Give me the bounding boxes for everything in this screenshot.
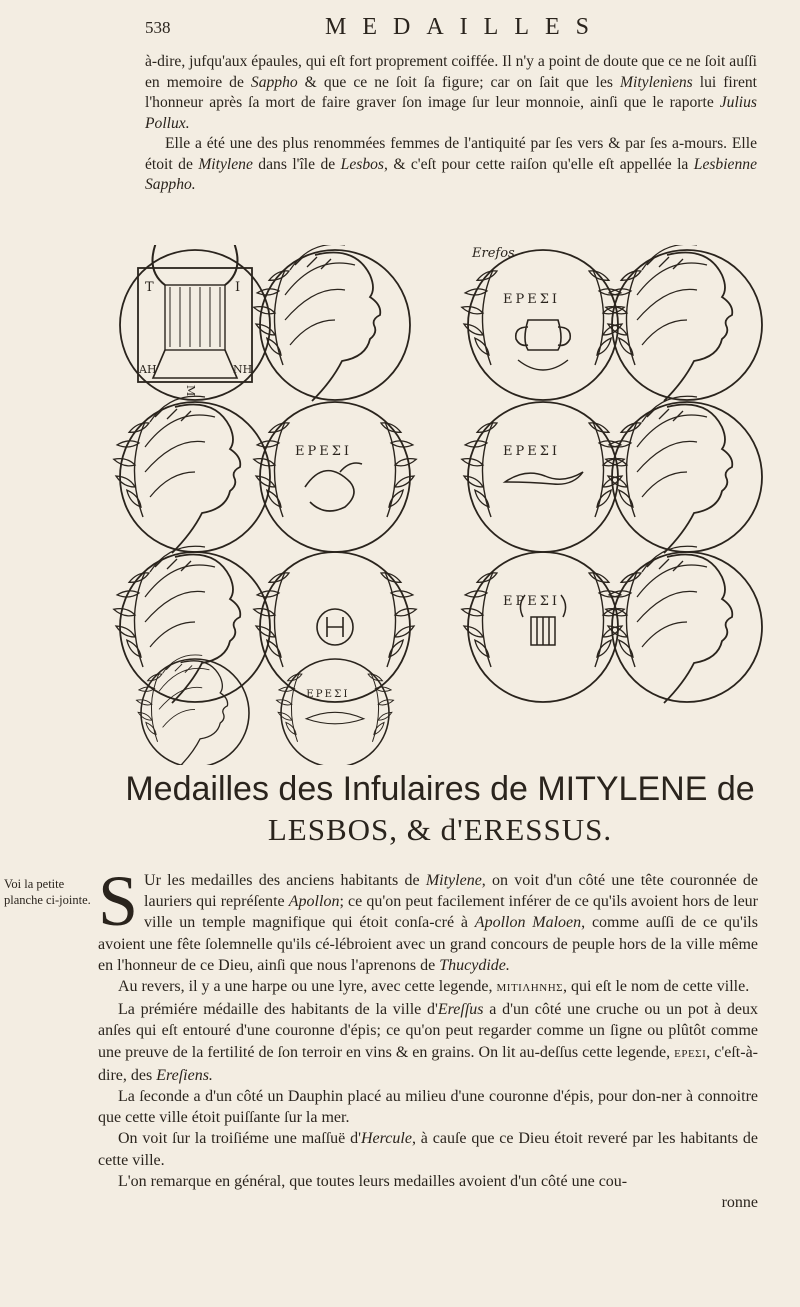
- italic-run: Thucydide.: [439, 956, 510, 974]
- coin-legend: ΕΡΕΣΙ: [503, 444, 561, 459]
- plate-caption-line-1: Medailles des Infulaires de MITYLENE de: [125, 770, 755, 808]
- coin-legend-letter: AH: [139, 363, 157, 376]
- coin-legend: ΕΡΕΣΙ: [503, 292, 561, 307]
- intro-paragraph-2: [145, 134, 757, 196]
- text-run: L'on remarque en général, que toutes leurs medailles avoient d'un côté une cou-: [118, 1172, 628, 1190]
- plate-caption-line-2: LESBOS, & d'ERESSUS.: [267, 812, 613, 847]
- text-run: lui firent l'honneur après ſa mort de faire graver ſon image ſur leur monnoie, ainſi que le raporte: [145, 73, 757, 111]
- coin-head-right-row2: [605, 396, 762, 553]
- body-paragraph: [98, 999, 758, 1086]
- coin-eresi-dolphin-a: [253, 402, 417, 552]
- text-run: , à cauſe que ce Dieu étoit reveré par les habitants de cette ville.: [98, 1130, 759, 1169]
- italic-run: Lesbienne Sappho.: [145, 155, 757, 193]
- coin-eresi-dolphin-b: [461, 402, 625, 552]
- italic-run: Ereſſus: [437, 1001, 484, 1019]
- coin-head-right: [605, 245, 762, 401]
- coin-eresi-club: [461, 552, 625, 702]
- text-run: Au revers, il y a une harpe ou une lyre, avec cette legende,: [118, 978, 497, 996]
- italic-run: Mitylene: [425, 872, 482, 889]
- page-number: 538: [145, 18, 171, 37]
- coin-head-right-row3: [605, 546, 762, 703]
- drop-cap: S: [98, 861, 139, 941]
- text-run: La prémiére médaille des habitants de la ville d': [118, 1001, 438, 1019]
- italic-run: Apollon: [288, 893, 340, 911]
- coin-apollo-head: [253, 245, 410, 401]
- body-paragraph: [98, 976, 758, 999]
- body-paragraph: [98, 861, 759, 976]
- text-run: à-dire, jufqu'aux épaules, qui eſt fort proprement coiffée. Il n'y a point de doute que ce ne ſoit auſſi en memoire de: [145, 53, 757, 91]
- running-head: MEDAILLES: [325, 14, 605, 40]
- coin-legend: ΕΡΕΣΙ: [306, 689, 350, 701]
- text-run: a d'un côté une cruche ou un pot à deux anſes qui eſt entouré d'une couronne d'épis; ce qu'on peut regarder comme un ſigne ou plûtôt comme une preuve de la fertilité de ſon terroir en vins & en grains. On lit au-deſſus cette legende,: [98, 1001, 759, 1061]
- text-run: , comme auſſi de ce qu'ils avoient une fête ſolemnelle qu'ils cé-lébroient avec un grand concours de peuple hors de la ville même en l'honneur de ce Dieu, ainſi que nous l'aprenons de: [98, 914, 758, 974]
- italic-run: Lesbos: [340, 155, 384, 173]
- coin-eresi-club-b: [276, 659, 394, 765]
- italic-run: Hercule: [361, 1130, 412, 1148]
- coin-legend: ΕΡΕΣΙ: [503, 594, 561, 609]
- coin-eresi-cruche: [461, 250, 625, 400]
- italic-run: Julius Pollux.: [145, 94, 757, 132]
- italic-run: Mitylene: [198, 155, 253, 173]
- text-run: On voit ſur la troiſiéme une maſſuë d': [118, 1130, 361, 1148]
- coin-legend-letter: M: [184, 385, 197, 397]
- coin-legend-letter: NH: [233, 363, 253, 376]
- greek-legend: ΕΡΕΣΙ: [674, 1047, 707, 1060]
- coin-plate-engraving: [110, 245, 800, 765]
- coin-lyre-reverse: [120, 245, 270, 400]
- greek-legend: ΜΙΤΙΛΗΝΗΣ: [496, 982, 564, 995]
- body-paragraph: [98, 1171, 758, 1192]
- text-run: , on voit d'un côté une tête couronnée de lauriers qui repréſente: [144, 872, 759, 911]
- handwritten-label: Erefos: [472, 246, 515, 261]
- text-run: & que ce ne ſoit ſa figure; car on ſait que les: [297, 73, 620, 91]
- italic-run: Mitylenìens: [620, 73, 693, 91]
- text-run: dans l'île de: [252, 155, 341, 173]
- margin-note: Voi la petite planche ci-jointe.: [4, 877, 91, 907]
- body-text: [98, 861, 759, 1213]
- italic-run: Sappho: [250, 73, 298, 91]
- intro-paragraph-1: [145, 52, 757, 134]
- text-run: ; ce qu'on peut facilement inférer de ce qu'ils avoient hors de leur ville un temple magnifique qui étoit conſa-cré à: [144, 893, 759, 932]
- text-run: La ſeconde a d'un côté un Dauphin placé au milieu d'une couronne d'épis, pour don-ner à connoitre que cette ville étoit puiſſante ſur la mer.: [98, 1088, 758, 1127]
- coin-wreath-monogram: [253, 552, 417, 702]
- italic-run: Ereſiens.: [156, 1066, 213, 1084]
- text-run: , qui eſt le nom de cette ville.: [563, 978, 750, 996]
- coin-head-left-row4: [136, 655, 249, 765]
- coin-legend-letter: I: [235, 280, 241, 295]
- text-run: Ur les medailles des anciens habitants de: [144, 872, 426, 889]
- body-paragraph: [98, 1086, 758, 1128]
- body-paragraph: [98, 1128, 758, 1170]
- text-run: , c'eſt-à-dire, des: [98, 1043, 759, 1084]
- text-run: , & c'eſt pour cette raiſon qu'elle eſt appellée la: [383, 155, 694, 173]
- coin-legend: ΕΡΕΣΙ: [295, 444, 353, 459]
- coin-head-left-row2: [113, 396, 270, 553]
- catchword: ronne: [721, 1194, 758, 1212]
- coin-head-left-row3: [113, 546, 270, 703]
- page-header: [145, 14, 745, 42]
- coin-legend-letter: T: [145, 280, 154, 295]
- italic-run: Apollon Maloen: [474, 914, 582, 932]
- text-run: Elle a été une des plus renommées femmes de l'antiquité par ſes vers & par ſes a-mours. Elle étoit de: [145, 135, 757, 173]
